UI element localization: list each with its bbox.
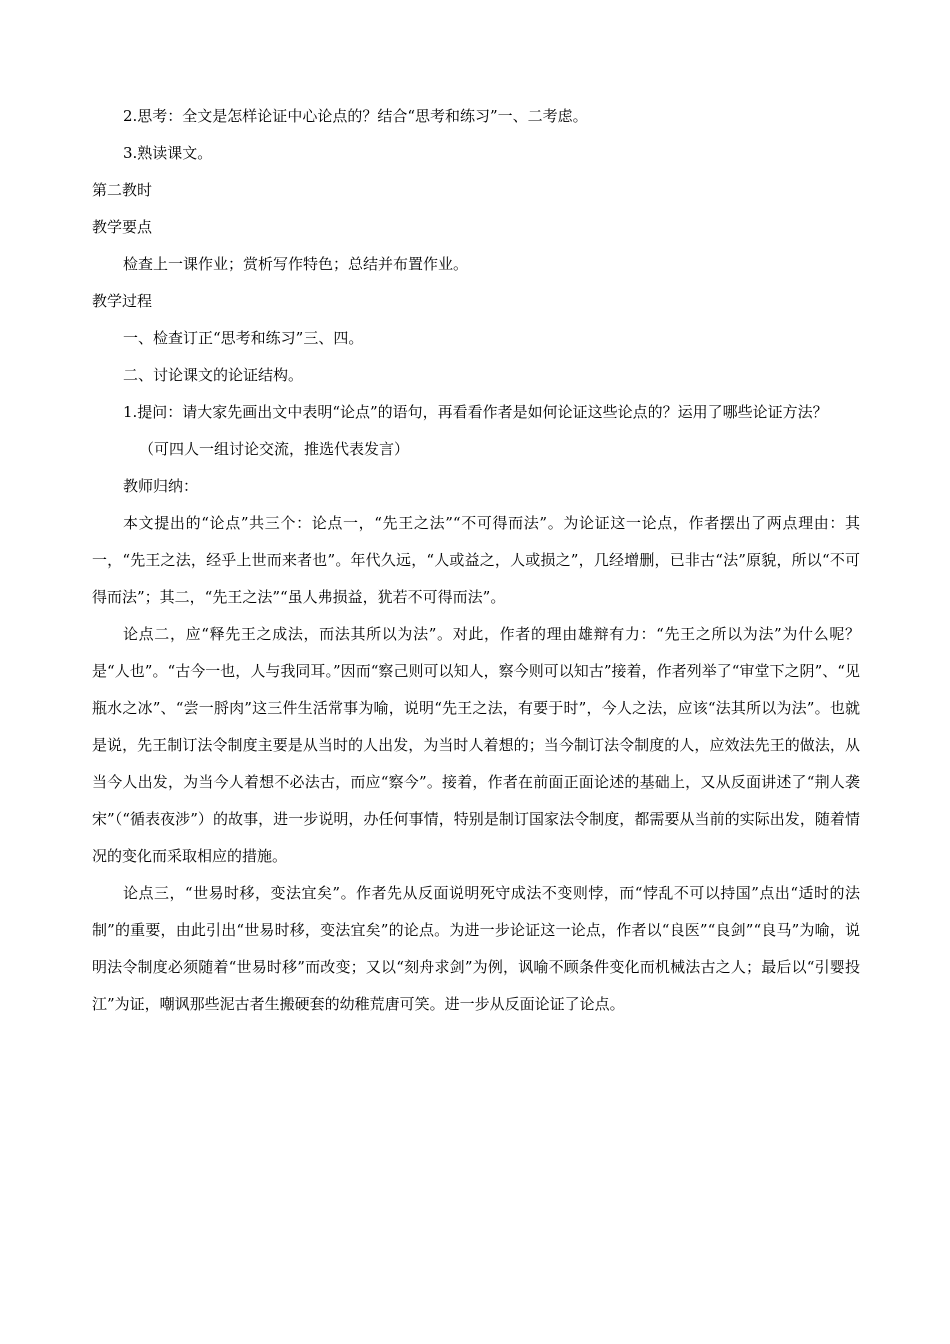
section-heading-second-lesson: 第二教时 (92, 181, 153, 199)
paragraph-think-question: 2.思考：全文是怎样论证中心论点的？结合“思考和练习”一、二考虑。 (123, 107, 588, 125)
paragraph-step-one: 一、检查订正“思考和练习”三、四。 (123, 329, 364, 347)
paragraph-step-two: 二、讨论课文的论证结构。 (123, 366, 304, 384)
paragraph-argument-three: 论点三，“世易时移，变法宜矣”。作者先从反面说明死守成法不变则悖，而“悖乱不可以持国”点出“适时的法制”的重要，由此引出“世易时移，变法宜矣”的论点。为进一步论证这一论点，作者以“良医”“良剑”“良马”为喻，说明法令制度必须随着“世易时移”而改变；又以“刻舟求剑”为例，讽喻不顾条件变化而机械法古之人；最后以“引婴投江”为证，嘲讽那些泥古者生搬硬套的幼稚荒唐可笑。进一步从反面论证了论点。 (92, 884, 860, 1013)
paragraph-question-one: 1.提问：请大家先画出文中表明“论点”的语句，再看看作者是如何论证这些论点的？运用了哪些论证方法？ (123, 403, 828, 421)
paragraph-argument-two: 论点二，应“释先王之成法，而法其所以为法”。对此，作者的理由雄辩有力：“先王之所以为法”为什么呢？是“人也”。“古今一也，人与我同耳。”因而“察己则可以知人，察今则可以知古”接着，作者列举了“审堂下之阴”、“见瓶水之冰”、“尝一脟肉”这三件生活常事为喻，说明“先王之法，有要于时”，今人之法，应该“法其所以为法”。也就是说，先王制订法令制度主要是从当时的人出发，为当时人着想的；当今制订法令制度的人，应效法先王的做法，从当今人出发，为当今人着想不必法古，而应“察今”。接着，作者在前面正面论述的基础上，又从反面讲述了“荆人袭宋”（“循表夜涉”）的故事，进一步说明，办任何事情，特别是制订国家法令制度，都需要从当前的实际出发，随着情况的变化而采取相应的措施。 (92, 625, 860, 865)
section-heading-teaching-points: 教学要点 (92, 218, 153, 236)
document-page (92, 98, 860, 1023)
paragraph-read-text: 3.熟读课文。 (123, 144, 213, 162)
paragraph-argument-one: 本文提出的“论点”共三个：论点一，“先王之法”“不可得而法”。为论证这一论点，作者摆出了两点理由：其一，“先王之法，经乎上世而来者也”。年代久远，“人或益之，人或损之”，几经增删，已非古“法”原貌，所以“不可得而法”；其二，“先王之法”“虽人弗损益，犹若不可得而法”。 (92, 514, 860, 606)
section-heading-teaching-process: 教学过程 (92, 292, 153, 310)
paragraph-teacher-summary-label: 教师归纳： (123, 477, 199, 495)
paragraph-teaching-points: 检查上一课作业；赏析写作特色；总结并布置作业。 (123, 255, 469, 273)
paragraph-group-discussion: （可四人一组讨论交流，推选代表发言） (139, 440, 410, 458)
